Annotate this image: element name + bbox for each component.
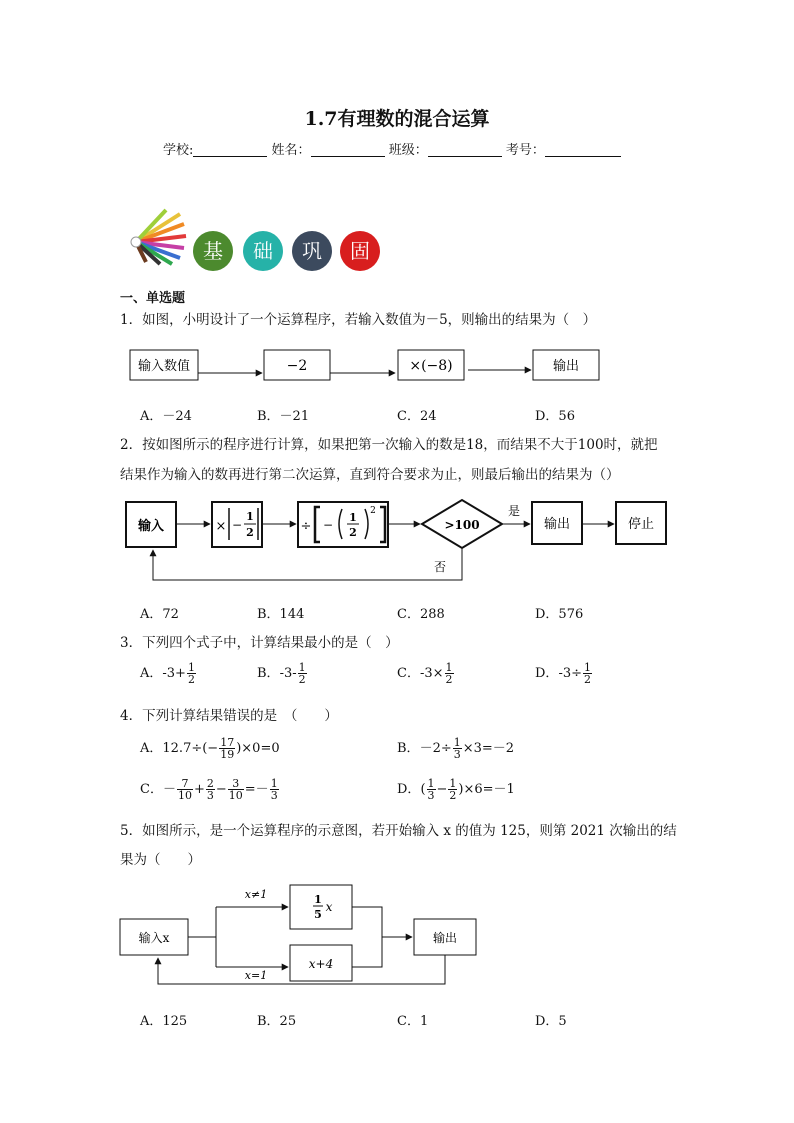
student-info-line [163,139,621,158]
q1-option-b[interactable]: B．－21 [257,409,310,424]
banner-gu: 固 [340,231,380,271]
q4-option-a[interactable]: A．12.7÷(− $\frac{17}{19}$ )×0=0 [140,736,280,761]
question-2-flowchart [122,494,674,586]
q2-option-b[interactable]: B．144 [257,607,305,622]
svg-text:停止: 停止 [627,517,655,532]
svg-text:×: × [215,519,227,534]
q4-option-c[interactable]: C．－ $\frac{7}{10}$ + $\frac{2}{3}$ − $\frac{3}{10}$ =－ $\frac{1}{3}$ [140,777,278,802]
q1-option-d[interactable]: D．56 [535,409,575,424]
question-1-flowchart [128,347,608,383]
q1-option-c[interactable]: C．24 [397,409,437,424]
q2-option-d[interactable]: D．576 [535,607,584,622]
class-field[interactable] [428,142,502,157]
svg-text:x: x [325,900,333,914]
page-title: 1.7有理数的混合运算 [304,108,490,130]
q3-option-a[interactable]: A．-3+ $\frac{1}{2}$ [140,661,195,686]
banner-gong: 巩 [292,231,332,271]
q4-option-b[interactable]: B．－2÷ $\frac{1}{3}$ ×3=－2 [397,736,515,761]
svg-text:x=1: x=1 [244,969,268,982]
question-5-flowchart [116,880,482,988]
exam-number-label: 考号： [505,143,545,158]
svg-text:−: − [231,518,243,532]
question-4-text: 4．下列计算结果错误的是 （ ） [120,708,338,724]
q1-option-a[interactable]: A．－24 [140,409,192,424]
question-5-line1: 5．如图所示，是一个运算程序的示意图，若开始输入 x 的值为 125，则第 2021 次输出的结 [120,823,677,839]
name-field[interactable] [311,142,385,157]
svg-text:1: 1 [246,510,254,523]
svg-text:2: 2 [349,526,357,539]
flow2-no-label: 否 [433,560,447,574]
q5-option-a[interactable]: A．125 [140,1014,188,1029]
svg-text:输出: 输出 [432,931,458,945]
flow1-output-label: 输出 [552,359,580,374]
exam-number-field[interactable] [545,142,621,157]
q2-option-a[interactable]: A．72 [140,607,179,622]
banner-chu: 础 [243,231,283,271]
q5-option-b[interactable]: B．25 [257,1014,297,1029]
school-label: 学校: [163,143,194,158]
flow2-yes-label: 是 [507,504,521,518]
svg-text:1: 1 [314,893,322,906]
flow1-step1-label: −2 [286,358,308,374]
q3-option-b[interactable]: B．-3- $\frac{1}{2}$ [257,661,306,686]
question-3-text: 3．下列四个式子中，计算结果最小的是（ ） [120,635,399,651]
banner-ji: 基 [193,231,233,271]
flow1-input-label: 输入数值 [137,359,191,374]
q5-option-d[interactable]: D．5 [535,1014,567,1029]
svg-text:输入x: 输入x [138,931,170,945]
svg-text:5: 5 [314,908,322,921]
svg-text:2: 2 [246,526,254,539]
svg-text:1: 1 [349,511,357,524]
flow2-input-label: 输入 [137,519,165,534]
question-2-line1: 2．按如图所示的程序进行计算，如果把第一次输入的数是18，而结果不大于100时，就把 [120,437,658,453]
flow1-step2-label: ×(−8) [409,358,453,374]
question-1-text: 1．如图，小明设计了一个运算程序，若输入数值为－5，则输出的结果为（ ） [120,312,597,328]
name-label: 姓名： [271,143,311,158]
class-label: 班级： [388,143,428,158]
svg-text:−: − [322,518,334,532]
school-field[interactable] [193,142,267,157]
q5-option-c[interactable]: C．1 [397,1014,429,1029]
svg-text:输出: 输出 [543,517,571,532]
section-heading: 一、单选题 [120,291,186,306]
svg-text:>100: >100 [444,518,480,532]
svg-text:÷: ÷ [300,519,312,534]
svg-text:x≠1: x≠1 [244,888,268,901]
question-2-line2: 结果作为输入的数再进行第二次运算，直到符合要求为止，则最后输出的结果为（） [120,467,620,483]
svg-text:2: 2 [370,506,376,516]
q3-option-d[interactable]: D．-3÷ $\frac{1}{2}$ [535,661,591,686]
q2-option-c[interactable]: C．288 [397,607,445,622]
q3-option-c[interactable]: C．-3× $\frac{1}{2}$ [397,661,453,686]
colored-pencils-icon [128,208,188,266]
question-5-line2: 果为（ ） [120,852,201,868]
svg-text:x+4: x+4 [308,957,334,971]
q4-option-d[interactable]: D．( $\frac{1}{3}$ − $\frac{1}{2}$ )×6=－1 [397,777,515,802]
flow5-divide-box [290,885,352,929]
